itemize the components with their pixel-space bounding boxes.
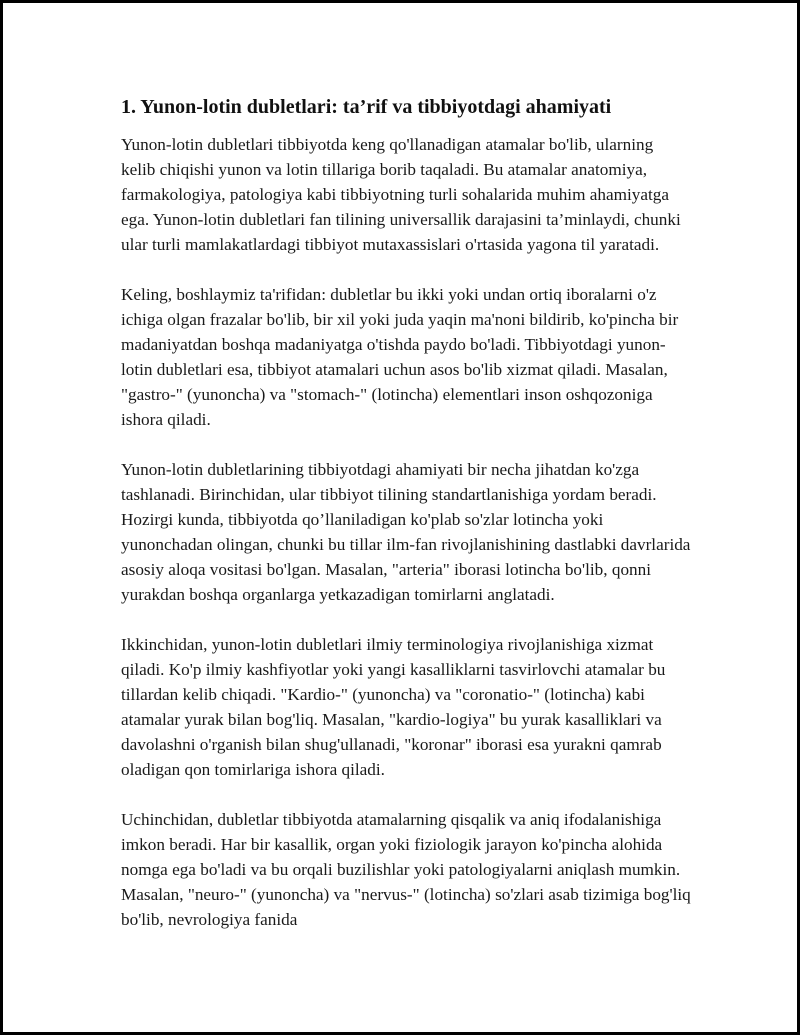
paragraph-precision: Uchinchidan, dubletlar tibbiyotda atamalarning qisqalik va aniq ifodalanishiga imkon beradi. Har bir kasallik, organ yoki fiziologik jarayon ko'pincha alohida nomga ega bo'ladi va bu orqali buzilishlar yoki patologiyalarni aniqlash mumkin. Masalan, "neuro-" (yunoncha) va "nervus-" (lotincha) so'zlari asab tizimiga bog'liq bo'lib, nevrologiya fanida: [121, 810, 691, 929]
paragraph-terminology: Ikkinchidan, yunon-lotin dubletlari ilmiy terminologiya rivojlanishiga xizmat qiladi. Ko'p ilmiy kashfiyotlar yoki yangi kasalliklarni tasvirlovchi atamalar bu tillardan kelib chiqadi. "Kardio-" (yunoncha) va "coronatio-" (lotincha) kabi atamalar yurak bilan bog'liq. Masalan, "kardio-logiya" bu yurak kasalliklari va davolashni o'rganish bilan shug'ullanadi, "koronar" iborasi esa yurakni qamrab oladigan qon tomirlariga ishora qiladi.: [121, 635, 666, 779]
paragraph-definition: Keling, boshlaymiz ta'rifidan: dubletlar bu ikki yoki undan ortiq iboralarni o'z ichiga olgan frazalar bo'lib, bir xil yoki juda yaqin ma'noni bildirib, ko'pincha bir madaniyatdan boshqa madaniyatga o'tishda paydo bo'ladi. Tibbiyotdagi yunon-lotin dubletlari esa, tibbiyot atamalari uchun asos bo'lib xizmat qiladi. Masalan, "gastro-" (yunoncha) va "stomach-" (lotincha) elementlari inson oshqozoniga ishora qiladi.: [121, 285, 679, 429]
paragraph-definition-intro: Yunon-lotin dubletlari tibbiyotda keng qo'llanadigan atamalar bo'lib, ularning kelib chiqishi yunon va lotin tillariga borib taqaladi. Bu atamalar anatomiya, farmakologiya, patologiya kabi tibbiyotning turli sohalarida muhim ahamiyatga ega. Yunon-lotin dubletlari fan tilining universallik darajasini ta’minlaydi, chunki ular turli mamlakatlardagi tibbiyot mutaxassislari o'rtasida yagona til yaratadi.: [121, 135, 681, 254]
document-title: 1. Yunon-lotin dubletlari: ta’rif va tibbiyotdagi ahamiyati: [121, 96, 612, 118]
paragraph-standardization: Yunon-lotin dubletlarining tibbiyotdagi ahamiyati bir necha jihatdan ko'zga tashlanadi. Birinchidan, ular tibbiyot tilining standartlanishiga yordam beradi. Hozirgi kunda, tibbiyotda qo’llaniladigan ko'plab so'zlar lotincha yoki yunonchadan olingan, chunki bu tillar ilm-fan rivojlanishining dastlabki davrlarida asosiy aloqa vositasi bo'lgan. Masalan, "arteria" iborasi lotincha bo'lib, qonni yurakdan boshqa organlarga yetkazadigan tomirlarni anglatadi.: [121, 460, 691, 604]
document-body: [121, 93, 691, 957]
